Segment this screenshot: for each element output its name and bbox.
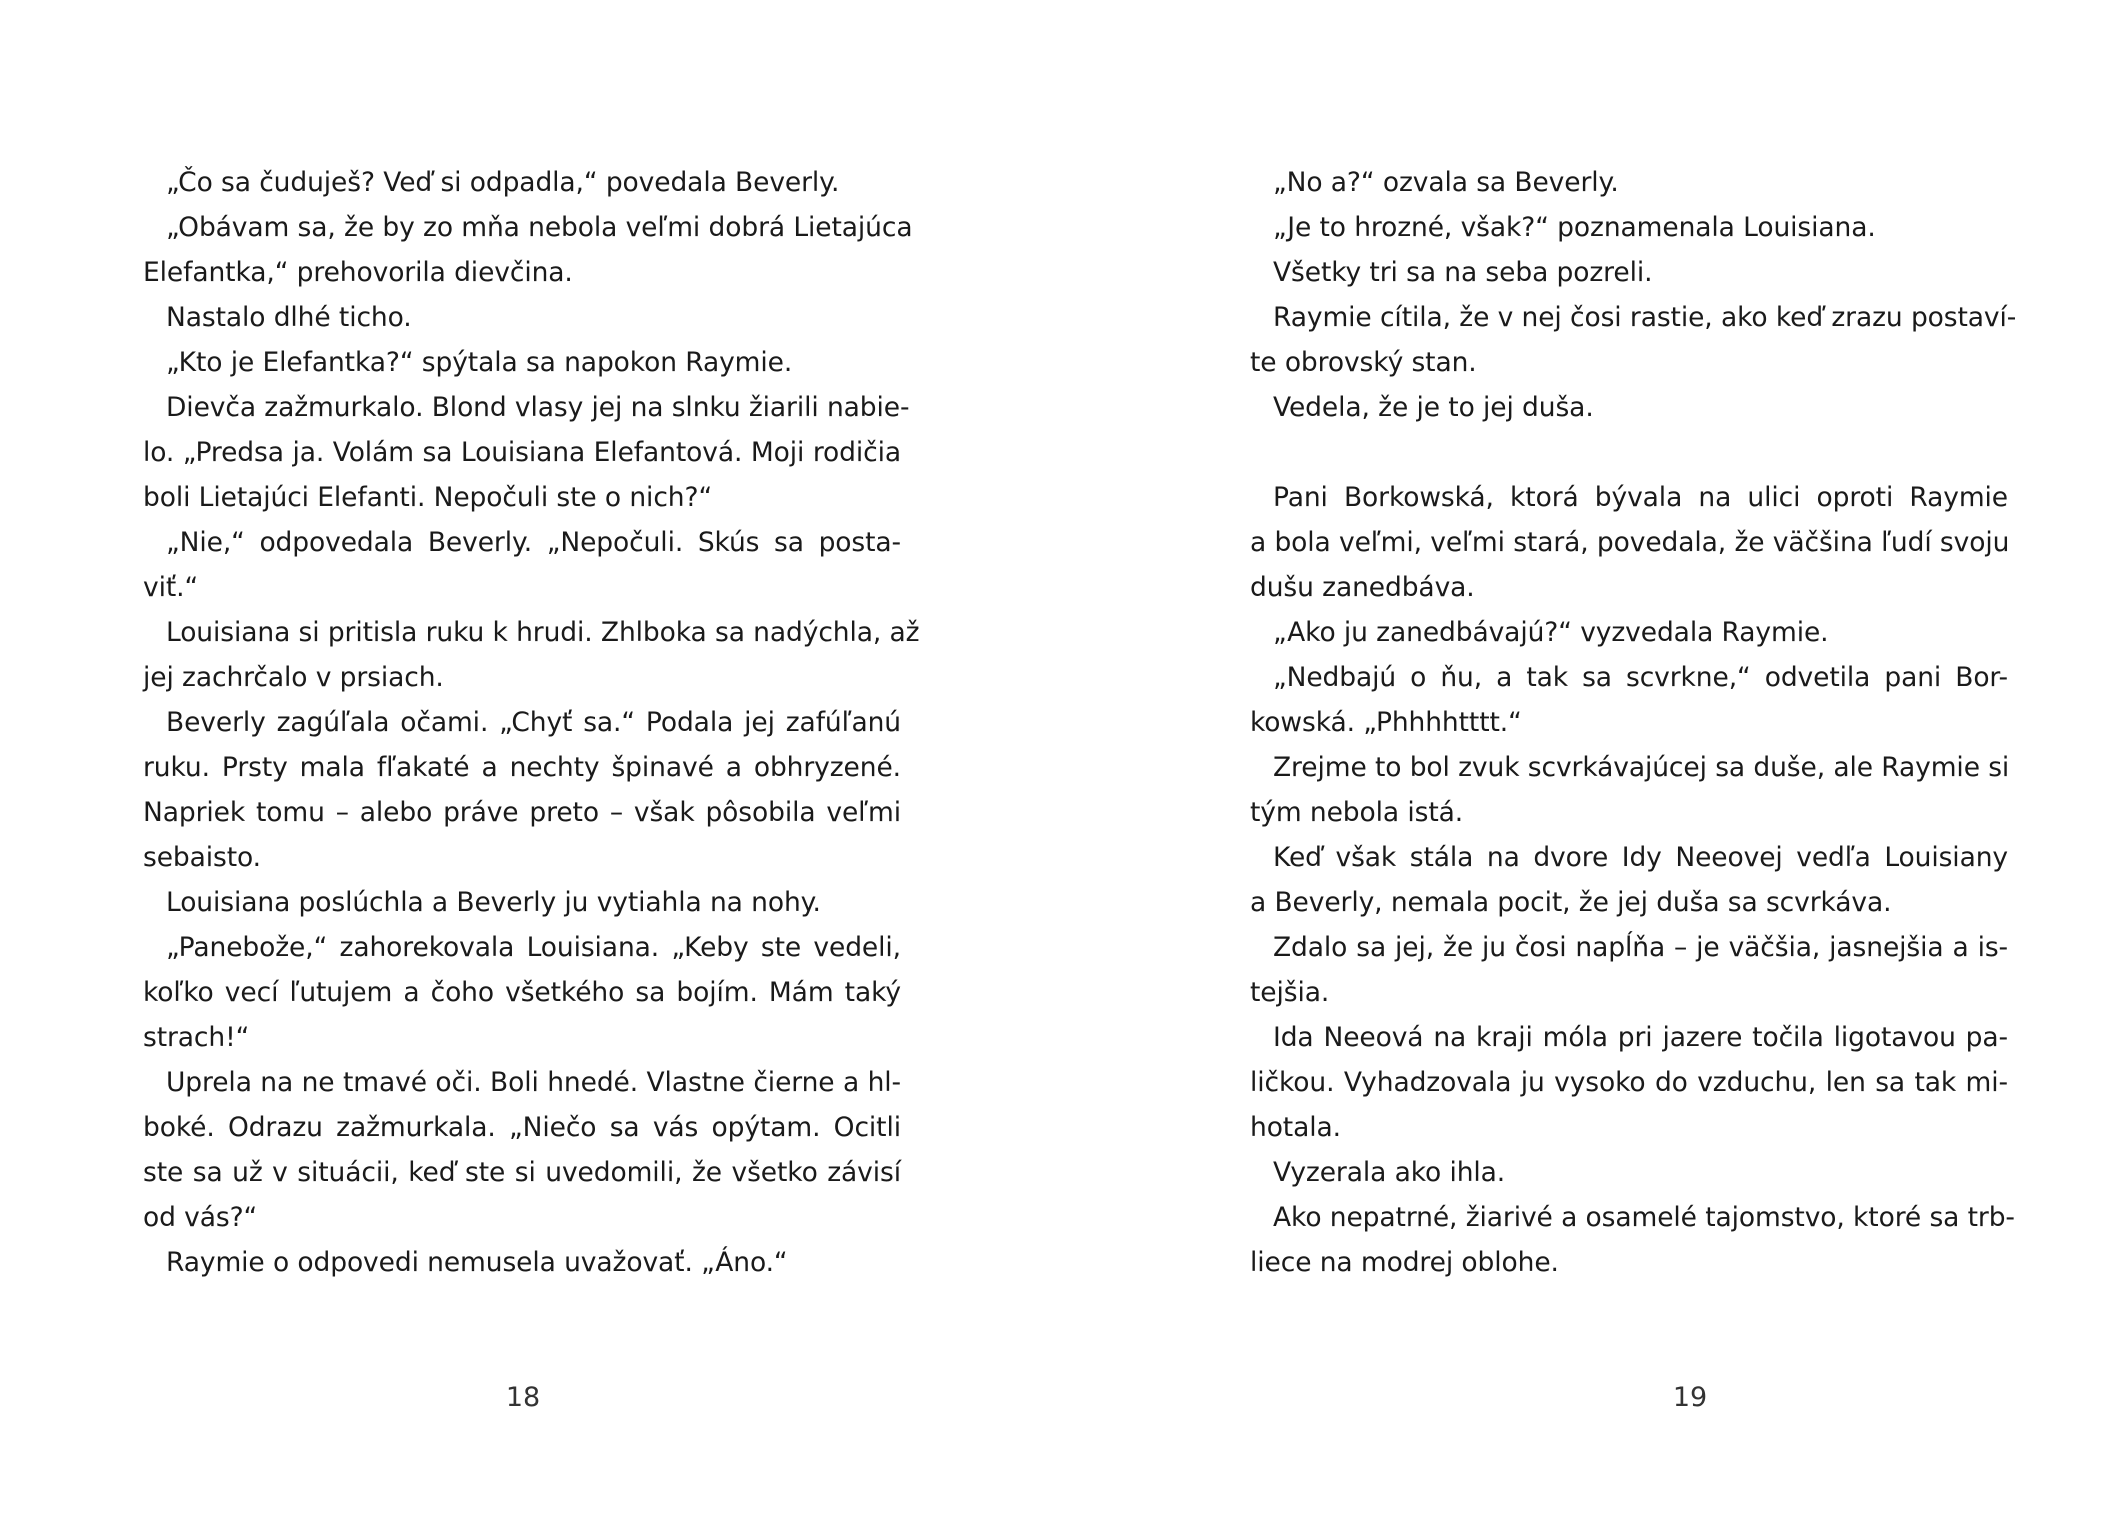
text-line: tým nebola istá.	[1250, 797, 1464, 828]
text-line: te obrovský stan.	[1250, 347, 1477, 378]
text-line	[1250, 430, 2008, 475]
text-line: Napriek tomu – alebo práve preto – však pôsobila veľmi	[143, 797, 901, 828]
page-number-left: 18	[505, 1382, 541, 1413]
text-line: „Nedbajú o ňu, a tak sa scvrkne,“ odvetila pani Bor-	[1273, 662, 2008, 693]
text-line: sebaisto.	[143, 842, 262, 873]
text-line: Ako nepatrné, žiarivé a osamelé tajomstvo, ktoré sa trb-	[1273, 1202, 2015, 1233]
text-line: „No a?“ ozvala sa Beverly.	[1273, 167, 1619, 198]
left-page-text	[143, 160, 920, 1285]
text-line: Pani Borkowská, ktorá bývala na ulici oproti Raymie	[1273, 482, 2008, 513]
text-line: Uprela na ne tmavé oči. Boli hnedé. Vlastne čierne a hl-	[166, 1067, 901, 1098]
text-line: dušu zanedbáva.	[1250, 572, 1475, 603]
text-line: kowská. „Phhhhtttt.“	[1250, 707, 1522, 738]
page-number-right: 19	[1672, 1382, 1708, 1413]
text-line: „Kto je Elefantka?“ spýtala sa napokon Raymie.	[166, 347, 793, 378]
text-line: „Nie,“ odpovedala Beverly. „Nepočuli. Skús sa posta-	[166, 527, 901, 558]
text-line: Beverly zagúľala očami. „Chyť sa.“ Podala jej zafúľanú	[166, 707, 901, 738]
text-line: Louisiana poslúchla a Beverly ju vytiahla na nohy.	[166, 887, 821, 918]
text-line: hotala.	[1250, 1112, 1341, 1143]
text-line: „Čo sa čuduješ? Veď si odpadla,“ povedala Beverly.	[166, 167, 840, 198]
text-line: Raymie cítila, že v nej čosi rastie, ako keď zrazu postaví-	[1273, 302, 2017, 333]
text-line: Raymie o odpovedi nemusela uvažovať. „Áno.“	[166, 1247, 788, 1278]
text-line: Vyzerala ako ihla.	[1273, 1157, 1506, 1188]
text-line: Dievča zažmurkalo. Blond vlasy jej na slnku žiarili nabie-	[166, 392, 910, 423]
text-line: od vás?“	[143, 1202, 258, 1233]
text-line: „Je to hrozné, však?“ poznamenala Louisiana.	[1273, 212, 1876, 243]
text-line: strach!“	[143, 1022, 250, 1053]
text-line: Nastalo dlhé ticho.	[166, 302, 412, 333]
text-line: Vedela, že je to jej duša.	[1273, 392, 1594, 423]
text-line: Ida Neeová na kraji móla pri jazere točila ligotavou pa-	[1273, 1022, 2008, 1053]
text-line: koľko vecí ľutujem a čoho všetkého sa bojím. Mám taký	[143, 977, 901, 1008]
text-line: jej zachrčalo v prsiach.	[143, 662, 444, 693]
text-line: ličkou. Vyhadzovala ju vysoko do vzduchu, len sa tak mi-	[1250, 1067, 2008, 1098]
text-line: Keď však stála na dvore Idy Neeovej vedľa Louisiany	[1273, 842, 2008, 873]
text-line: „Panebože,“ zahorekovala Louisiana. „Keby ste vedeli,	[166, 932, 901, 963]
text-line: „Ako ju zanedbávajú?“ vyzvedala Raymie.	[1273, 617, 1829, 648]
text-line: a Beverly, nemala pocit, že jej duša sa scvrkáva.	[1250, 887, 1892, 918]
text-line: Louisiana si pritisla ruku k hrudi. Zhlboka sa nadýchla, až	[166, 617, 920, 648]
text-line: liece na modrej oblohe.	[1250, 1247, 1559, 1278]
text-line: lo. „Predsa ja. Volám sa Louisiana Elefantová. Moji rodičia	[143, 437, 901, 468]
text-line: ruku. Prsty mala fľakaté a nechty špinavé a obhryzené.	[143, 752, 901, 783]
right-page-text	[1250, 160, 2017, 1285]
right-page	[1063, 0, 2126, 1536]
text-line: Zdalo sa jej, že ju čosi napĺňa – je väčšia, jasnejšia a is-	[1273, 932, 2008, 963]
text-line: boli Lietajúci Elefanti. Nepočuli ste o nich?“	[143, 482, 713, 513]
text-line: ste sa už v situácii, keď ste si uvedomili, že všetko závisí	[143, 1157, 901, 1188]
text-line: „Obávam sa, že by zo mňa nebola veľmi dobrá Lietajúca	[166, 212, 913, 243]
text-line: Elefantka,“ prehovorila dievčina.	[143, 257, 573, 288]
text-line: boké. Odrazu zažmurkala. „Niečo sa vás opýtam. Ocitli	[143, 1112, 901, 1143]
text-line: a bola veľmi, veľmi stará, povedala, že väčšina ľudí svoju	[1250, 527, 2010, 558]
text-line: tejšia.	[1250, 977, 1330, 1008]
text-line: viť.“	[143, 572, 199, 603]
text-line: Všetky tri sa na seba pozreli.	[1273, 257, 1653, 288]
text-line: Zrejme to bol zvuk scvrkávajúcej sa duše, ale Raymie si	[1273, 752, 2010, 783]
